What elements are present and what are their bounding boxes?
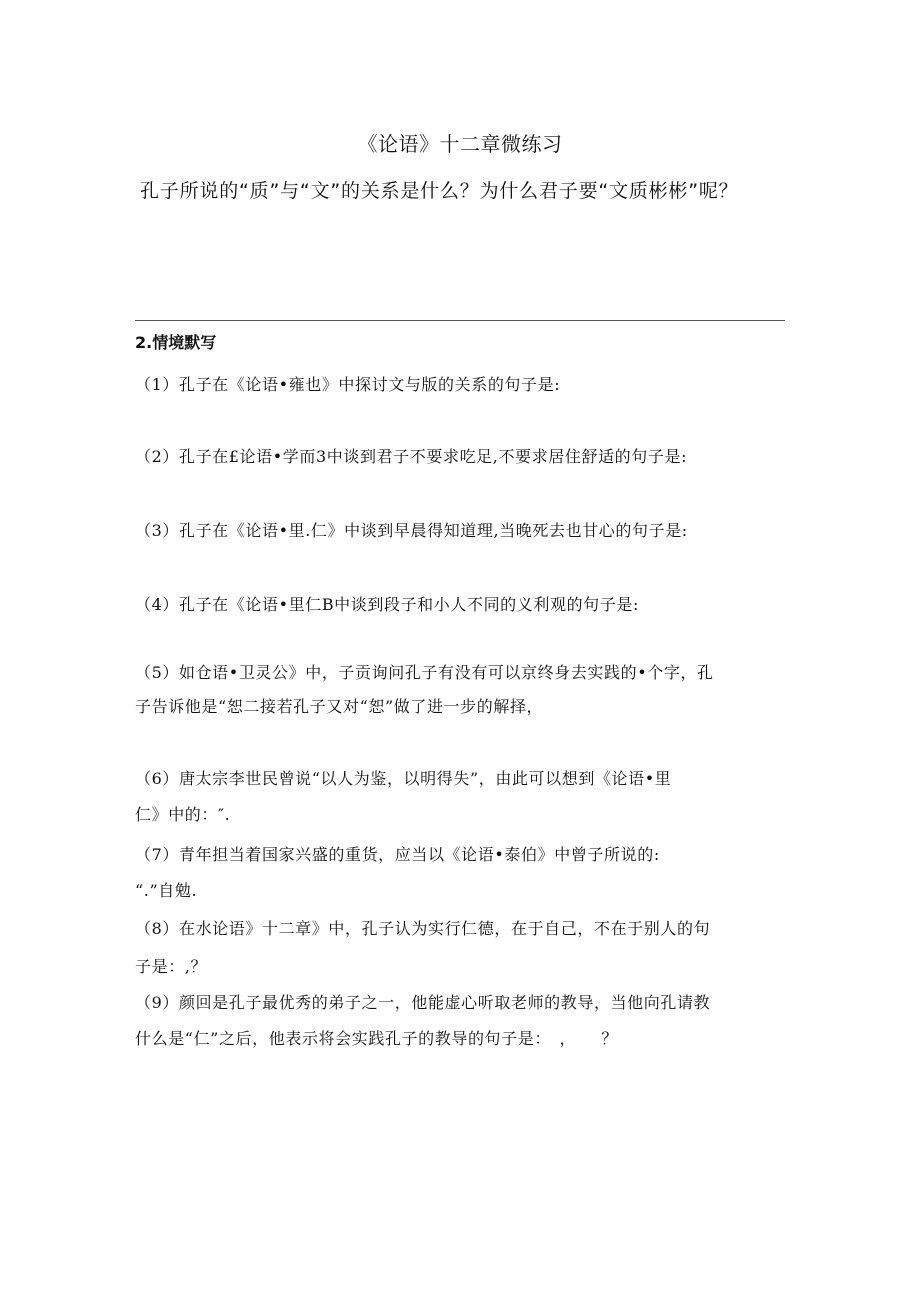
item-8-line-2: 子是：,？ xyxy=(135,957,208,976)
item-4-line-1: （4）孔子在《论语•里仁B中谈到段子和小人不同的义利观的句子是: xyxy=(135,595,639,614)
item-8-line-1: （8）在水论语》十二章》中，孔子认为实行仁德，在于自己，不在于别人的句 xyxy=(135,919,711,938)
item-6-line-2: 仁》中的：″. xyxy=(135,805,231,824)
item-5-line-1: （5）如仓语•卫灵公》中，子贡询问孔子有没有可以京终身去实践的•个字，孔 xyxy=(135,663,714,682)
item-9-line-2: 什么是“仁”之后，他表示将会实践孔子的教导的句子是： ， ？ xyxy=(135,1029,618,1048)
item-9-line-1: （9）颜回是孔子最优秀的弟子之一，他能虚心听取老师的教导，当他向孔请教 xyxy=(135,993,711,1012)
essay-question: 孔子所说的“质”与“文”的关系是什么？为什么君子要“文质彬彬”呢？ xyxy=(140,180,739,202)
item-6-line-1: （6）唐太宗李世民曾说“以人为鉴，以明得失”，由此可以想到《论语•里 xyxy=(135,769,672,788)
item-2-line-1: （2）孔子在£论语•学而3中谈到君子不要求吃足,不要求居住舒适的句子是: xyxy=(135,447,688,466)
section-divider xyxy=(135,320,785,321)
page-title: 《论语》十二章微练习 xyxy=(357,132,563,156)
item-1-line-1: （1）孔子在《论语•雍也》中探讨文与版的关系的句子是: xyxy=(135,375,561,394)
item-7-line-1: （7）青年担当着国家兴盛的重货，应当以《论语•泰伯》中曾子所说的: xyxy=(135,845,660,864)
item-5-line-2: 子告诉他是“恕二接若孔子又对“恕”做了进一步的解择， xyxy=(135,697,544,716)
item-3-line-1: （3）孔子在《论语•里.仁》中谈到早晨得知道理,当晚死去也甘心的句子是: xyxy=(135,521,688,540)
section-heading: 2.情境默写 xyxy=(135,333,217,352)
item-7-line-2: “.”自勉. xyxy=(135,881,198,900)
